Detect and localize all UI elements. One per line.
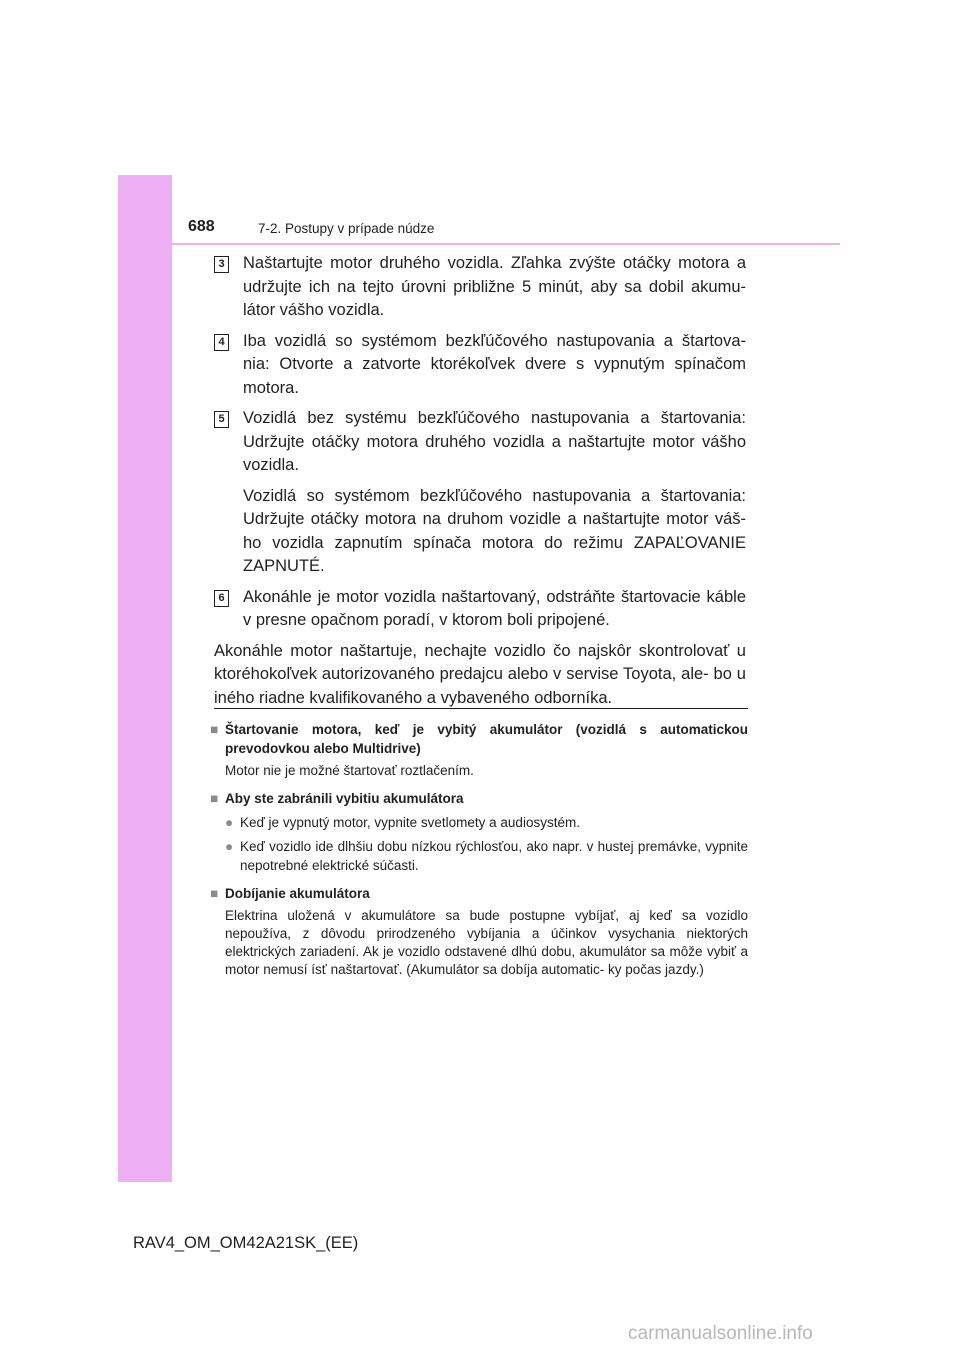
square-bullet-icon: ■ bbox=[210, 722, 219, 737]
list-item bbox=[210, 837, 748, 875]
document-code: RAV4_OM_OM42A21SK_(EE) bbox=[133, 1234, 359, 1252]
step-number-badge: 5 bbox=[214, 411, 229, 428]
list-item-text: Keď je vypnutý motor, vypnite svetlomety a audiosystém. bbox=[240, 815, 580, 830]
step-3 bbox=[214, 252, 746, 323]
step-number-badge: 6 bbox=[214, 590, 229, 607]
circle-bullet-icon: ● bbox=[225, 839, 234, 854]
step-text: Iba vozidlá so systémom bezkľúčového nastupovania a štartova- nia: Otvorte a zatvorte ktorékoľvek dvere s vypnutým spínačom motora. bbox=[243, 331, 746, 397]
info-body: Elektrina uložená v akumulátore sa bude postupne vybíjať, aj keď sa vozidlo nepoužíva, z dôvodu prirodzeného vybíjania a účinkov vysychania niektorých elektrických zariadení. Ak je vozidlo odstavené dlhú dobu, akumulátor sa môže vybiť a motor nemusí ísť naštartovať. (Akumulátor sa dobíja automatic- ky počas jazdy.) bbox=[225, 908, 748, 977]
list-item bbox=[210, 813, 748, 832]
step-text: Vozidlá so systémom bezkľúčového nastupovania a štartovania: Udržujte otáčky motora na druhom vozidle a naštartujte motor váš- ho vozidla zapnutím spínača motora do režimu ZAPAĽOVANIE ZAPNUTÉ. bbox=[243, 486, 746, 575]
step-4 bbox=[214, 330, 746, 401]
info-block-prevent-discharge bbox=[210, 789, 748, 875]
step-text: Vozidlá bez systému bezkľúčového nastupovania a štartovania: Udržujte otáčky motora druhého vozidla a naštartujte motor vášho vozidla. bbox=[243, 409, 746, 474]
section-title: 7-2. Postupy v prípade núdze bbox=[258, 221, 435, 236]
step-5 bbox=[214, 407, 746, 579]
info-body: Motor nie je možné štartovať roztlačením. bbox=[225, 763, 474, 778]
section-divider bbox=[214, 708, 748, 709]
info-section bbox=[210, 720, 748, 988]
procedure-steps bbox=[214, 252, 746, 710]
info-heading: Dobíjanie akumulátora bbox=[225, 886, 370, 901]
square-bullet-icon: ■ bbox=[210, 886, 219, 901]
chapter-sidebar-tab bbox=[118, 175, 172, 1182]
step-text: Akonáhle je motor vozidla naštartovaný, odstráňte štartovacie káble v presne opačnom poradí, v ktorom boli pripojené. bbox=[243, 587, 746, 629]
info-heading: Štartovanie motora, keď je vybitý akumulátor (vozidlá s automatickou prevodovkou alebo Multidrive) bbox=[225, 722, 748, 756]
page-number: 688 bbox=[188, 218, 215, 235]
step-text: Naštartujte motor druhého vozidla. Zľahka zvýšte otáčky motora a udržujte ich na tejto úrovni približne 5 minút, aby sa dobil akumu- látor vášho vozidla. bbox=[243, 254, 746, 319]
step-number-badge: 3 bbox=[214, 256, 229, 273]
watermark: carmanualsonline.info bbox=[628, 1323, 813, 1344]
header-rule bbox=[172, 243, 840, 245]
info-block-recharging bbox=[210, 884, 748, 979]
info-block-push-start bbox=[210, 720, 748, 780]
circle-bullet-icon: ● bbox=[225, 815, 234, 830]
step-6 bbox=[214, 586, 746, 633]
info-heading: Aby ste zabránili vybitiu akumulátora bbox=[225, 791, 464, 806]
list-item-text: Keď vozidlo ide dlhšiu dobu nízkou rýchlosťou, ako napr. v hustej premávke, vypnite nepotrebné elektrické súčasti. bbox=[240, 839, 748, 873]
service-note: Akonáhle motor naštartuje, nechajte vozidlo čo najskôr skontrolovať u ktoréhokoľvek autorizovaného predajcu alebo v servise Toyota, ale- bo u iného riadne kvalifikovaného a vybaveného odborníka. bbox=[214, 641, 746, 707]
square-bullet-icon: ■ bbox=[210, 791, 219, 806]
step-number-badge: 4 bbox=[214, 334, 229, 351]
